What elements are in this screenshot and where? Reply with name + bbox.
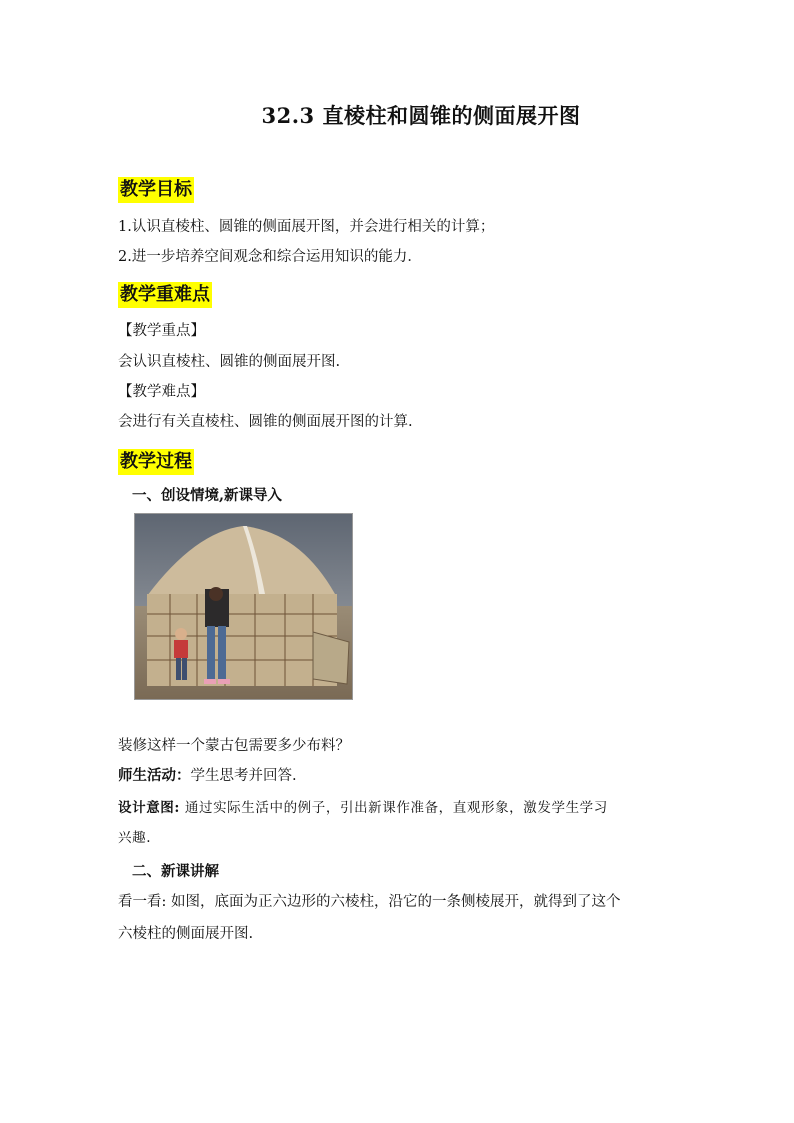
difficulty-text: 会进行有关直棱柱、圆锥的侧面展开图的计算. [118, 414, 413, 430]
difficulty-label: 【教学难点】 [118, 384, 205, 400]
page-title: 32.3 直棱柱和圆锥的侧面展开图 [261, 103, 581, 128]
activity-line [118, 765, 297, 787]
question-text: 装修这样一个蒙古包需要多少布料？ [118, 738, 350, 754]
key-point-label: 【教学重点】 [118, 323, 205, 339]
activity-label: 师生活动： [118, 767, 191, 784]
section-heading-goals: 教学目标 [118, 177, 194, 203]
section-heading-process: 教学过程 [118, 449, 194, 475]
key-point-text: 会认识直棱柱、圆锥的侧面展开图. [118, 354, 341, 370]
look-text-2: 六棱柱的侧面展开图. [118, 926, 254, 942]
section-heading-key-points: 教学重难点 [118, 282, 212, 308]
activity-text: 学生思考并回答. [190, 768, 297, 784]
yurt-photo [134, 513, 353, 700]
goal-item-2: 2.进一步培养空间观念和综合运用知识的能力． [118, 249, 422, 265]
step-2-heading: 二、新课讲解 [132, 863, 219, 880]
intent-text-1: 通过实际生活中的例子，引出新课作准备，直观形象，激发学生学习 [179, 800, 608, 816]
yurt-illustration [135, 514, 352, 699]
intent-line-2: 兴趣. [118, 830, 152, 846]
goal-item-1: 1.认识直棱柱、圆锥的侧面展开图，并会进行相关的计算； [118, 219, 495, 235]
intent-line-1 [118, 797, 608, 819]
step-1-heading: 一、创设情境,新课导入 [132, 487, 283, 504]
look-text-1: 看一看: 如图，底面为正六边形的六棱柱，沿它的一条侧棱展开，就得到了这个 [118, 894, 621, 910]
intent-label: 设计意图: [118, 800, 180, 816]
